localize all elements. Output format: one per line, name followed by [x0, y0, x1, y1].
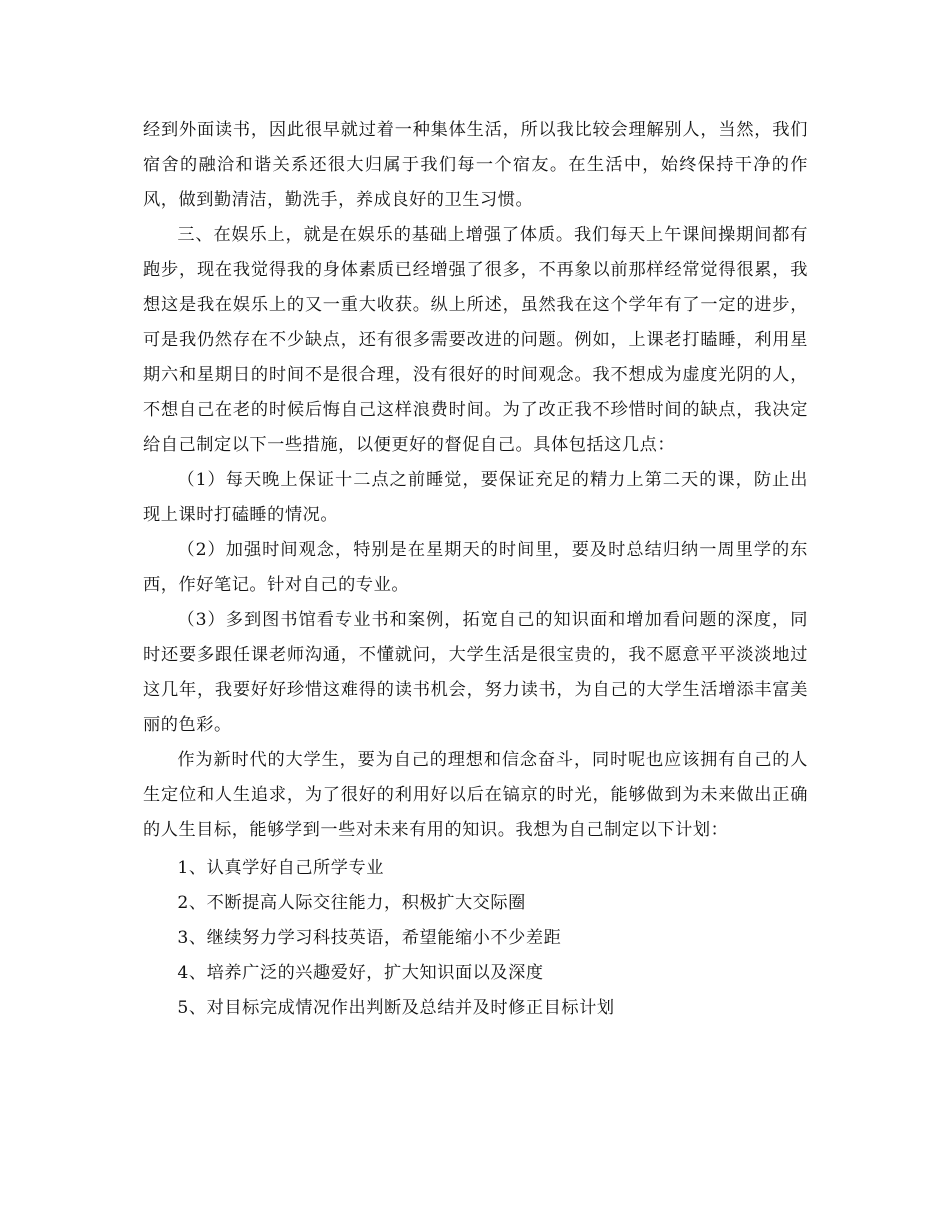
list-item: 2、不断提高人际交往能力，积极扩大交际圈: [177, 893, 526, 913]
paragraph-measure-1: （1）每天晚上保证十二点之前睡觉，要保证充足的精力上第二天的课，防止出现上课时打磕睡的情况。: [143, 470, 808, 525]
paragraph-continuation: 经到外面读书，因此很早就过着一种集体生活，所以我比较会理解别人，当然，我们宿舍的融洽和谐关系还很大归属于我们每一个宿友。在生活中，始终保持干净的作风，做到勤清洁，勤洗手，养成良好的卫生习惯。: [143, 120, 808, 210]
paragraph-entertainment: 三、在娱乐上，就是在娱乐的基础上增强了体质。我们每天上午课间操期间都有跑步，现在我觉得我的身体素质已经增强了很多，不再象以前那样经常觉得很累，我想这是我在娱乐上的又一重大收获。纵上所述，虽然我在这个学年有了一定的进步，可是我仍然存在不少缺点，还有很多需要改进的问题。例如，上课老打瞌睡，利用星期六和星期日的时间不是很合理，没有很好的时间观念。我不想成为虚度光阴的人，不想自己在老的时候后悔自己这样浪费时间。为了改正我不珍惜时间的缺点，我决定给自己制定以下一些措施，以便更好的督促自己。具体包括这几点：: [143, 225, 808, 455]
list-item: 3、继续努力学习科技英语，希望能缩小不少差距: [177, 928, 562, 948]
list-item: 5、对目标完成情况作出判断及总结并及时修正目标计划: [177, 998, 615, 1018]
list-item: 4、培养广泛的兴趣爱好，扩大知识面以及深度: [177, 963, 544, 983]
document-body: [143, 113, 808, 1026]
paragraph-measure-3: （3）多到图书馆看专业书和案例，拓宽自己的知识面和增加看问题的深度，同时还要多跟任课老师沟通，不懂就问，大学生活是很宝贵的，我不愿意平平淡淡地过这几年，我要好好珍惜这难得的读书机会，努力读书，为自己的大学生活增添丰富美丽的色彩。: [143, 610, 808, 735]
plan-list: [143, 851, 808, 1026]
paragraph-measure-2: （2）加强时间观念，特别是在星期天的时间里，要及时总结归纳一周里学的东西，作好笔记。针对自己的专业。: [143, 540, 808, 595]
list-item: 1、认真学好自己所学专业: [177, 858, 384, 878]
paragraph-plan-intro: 作为新时代的大学生，要为自己的理想和信念奋斗，同时呢也应该拥有自己的人生定位和人生追求，为了很好的利用好以后在镐京的时光，能够做到为未来做出正确的人生目标，能够学到一些对未来有用的知识。我想为自己制定以下计划：: [143, 750, 808, 840]
